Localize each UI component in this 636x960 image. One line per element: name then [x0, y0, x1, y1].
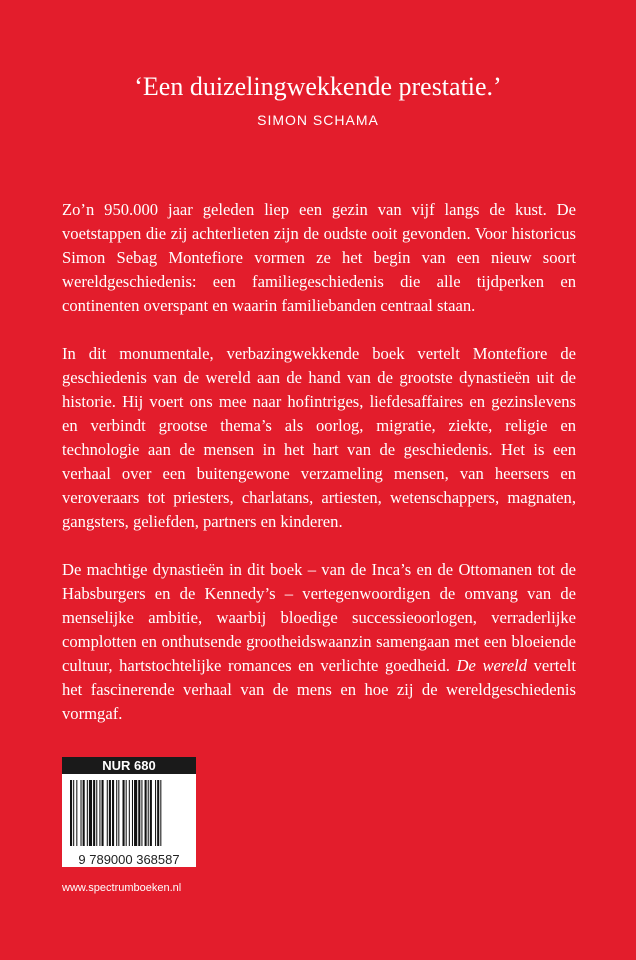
barcode-bar [145, 780, 147, 846]
barcode-bar [102, 780, 104, 846]
paragraph-3-text-end: vertelt het fascinerende verhaal van de mens en hoe zij de wereldgeschiedenis vormgaf. [62, 656, 576, 723]
barcode-bar [112, 780, 114, 846]
review-quote: ‘Een duizelingwekkende prestatie.’ [134, 72, 502, 101]
barcode-bar [118, 780, 119, 846]
blurb [62, 198, 576, 750]
barcode-bar [160, 780, 161, 846]
blurb-paragraph-1: Zo’n 950.000 jaar geleden liep een gezin van vijf langs de kust. De voetstappen die zij achterlieten zijn de oudste ooit gevonden. Voor historicus Simon Sebag Montefiore vormen ze het begin van een nieuw soort wereldgeschiedenis: een familiegeschiedenis die alle tijdperken en continenten overspant en waarin familiebanden centraal staan. [62, 200, 576, 315]
nur-code: NUR 680 [62, 757, 196, 774]
blurb-paragraph-3 [62, 558, 576, 726]
barcode-bar [141, 780, 142, 846]
barcode-bar [138, 780, 140, 846]
book-title: De wereld [456, 656, 528, 675]
barcode-bar [73, 780, 74, 846]
barcode-bar [116, 780, 117, 846]
barcode-bar [89, 780, 92, 846]
barcode-bar [70, 780, 72, 846]
barcode-bar [81, 780, 82, 846]
barcode-bar [83, 780, 85, 846]
barcode-bar [109, 780, 111, 846]
barcode [62, 774, 196, 849]
barcode-bar [107, 780, 108, 846]
barcode-bars [62, 774, 196, 849]
barcode-bar [132, 780, 133, 846]
barcode-bar [93, 780, 95, 846]
blurb-paragraph-2: In dit monumentale, verbazingwekkende boek vertelt Montefiore de geschiedenis van de wereld aan de hand van de grootste dynastieën uit de historie. Hij voert ons mee naar hofintriges, liefdesaffaires en gezinslevens en verbindt grootse thema’s als oorlog, migratie, ziekte, religie en technologie aan de mensen in het hart van de geschiedenis. Het is een verhaal over een buitengewone verzameling mensen, van heersers en veroveraars tot priesters, charlatans, artiesten, wetenschappers, magnaten, gangsters, geliefden, partners en kinderen. [62, 344, 576, 531]
paragraph-3-text-start: De machtige dynastieën in dit boek – van de Inca’s en de Ottomanen tot de Habsburgers en de Kennedy’s – vertegenwoordigen de omvang van de menselijke ambitie, waarbij bloedige successieoorlogen, verraderlijke complotten en onthutsende grootheidswaanzin samengaan met een bloeiende cultuur, hartstochtelijke romances en verlichte goedheid. [62, 560, 576, 675]
isbn-number: 9 789000 368587 [78, 852, 180, 867]
publisher-website: www.spectrumboeken.nl [62, 882, 182, 894]
barcode-bar [96, 780, 97, 846]
barcode-bar [126, 780, 127, 846]
barcode-bar [134, 780, 137, 846]
barcode-bar [87, 780, 88, 846]
barcode-bar [129, 780, 130, 846]
barcode-bar [123, 780, 125, 846]
barcode-bar [150, 780, 152, 846]
barcode-bar [157, 780, 159, 846]
quote-attribution: SIMON SCHAMA [257, 112, 379, 128]
barcode-bar [155, 780, 156, 846]
barcode-bar [99, 780, 100, 846]
barcode-bar [76, 780, 77, 846]
barcode-bar [148, 780, 149, 846]
